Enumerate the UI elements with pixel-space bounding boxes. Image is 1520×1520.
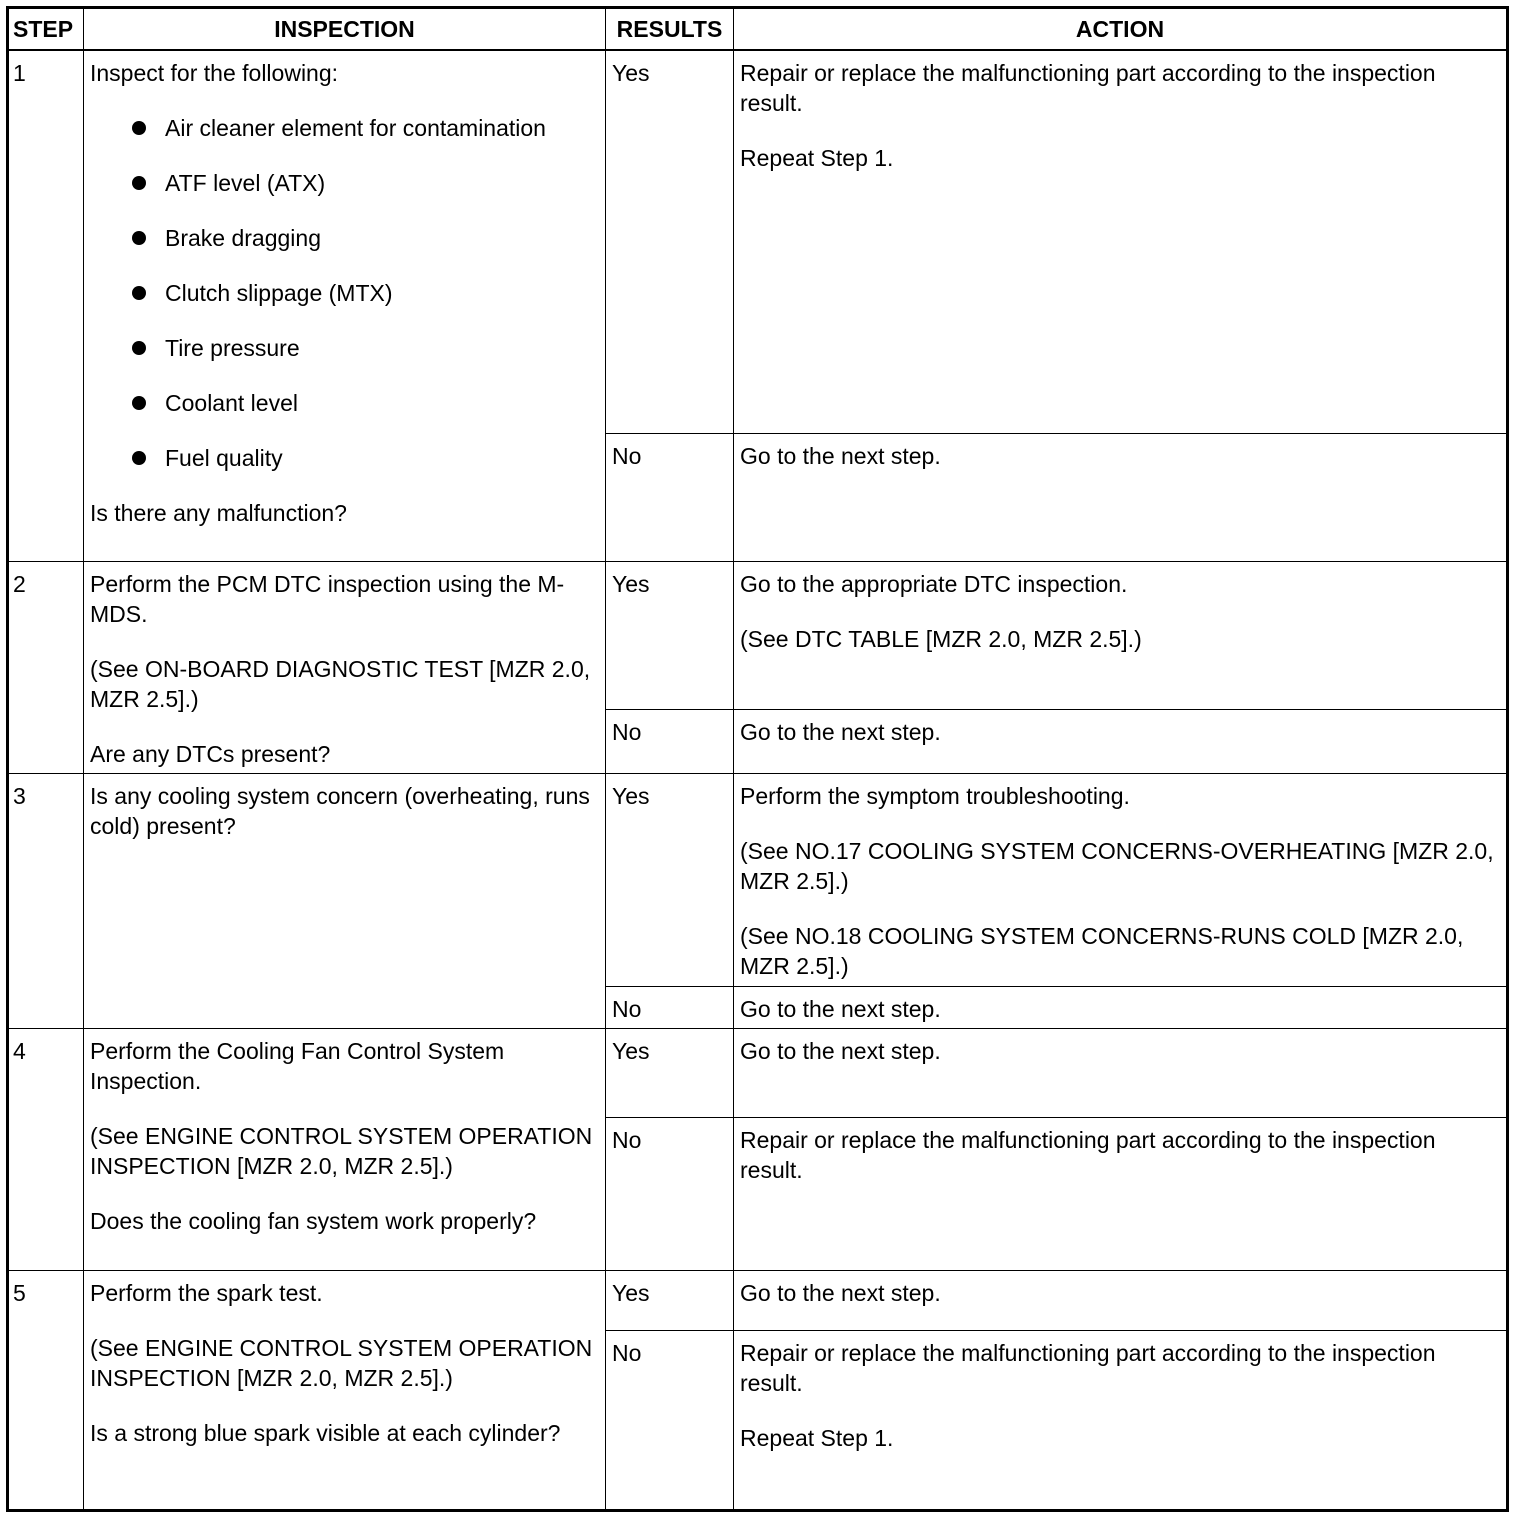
inspection-reference: (See ENGINE CONTROL SYSTEM OPERATION INSPECTION [MZR 2.0, MZR 2.5].) (90, 1334, 593, 1391)
action-yes (734, 1028, 1508, 1117)
result-yes: Yes (606, 562, 734, 710)
step-inspection (84, 50, 606, 562)
inspection-question: Does the cooling fan system work properly? (90, 1207, 537, 1234)
check-item: Coolant level (90, 388, 599, 418)
bullet-icon (132, 396, 146, 410)
bullet-icon (132, 121, 146, 135)
action-text: Go to the next step. (740, 719, 941, 746)
troubleshooting-table (6, 6, 1509, 1512)
step-3-yes-row (8, 774, 1508, 986)
inspection-question: Is there any malfunction? (90, 499, 347, 526)
action-text: Go to the next step. (740, 1279, 941, 1306)
action-no (734, 1330, 1508, 1510)
step-4-yes-row (8, 1028, 1508, 1117)
bullet-icon (132, 451, 146, 465)
step-number: 2 (8, 562, 84, 774)
result-yes: Yes (606, 1270, 734, 1330)
inspection-reference: (See ENGINE CONTROL SYSTEM OPERATION INSPECTION [MZR 2.0, MZR 2.5].) (90, 1122, 593, 1179)
action-yes (734, 1270, 1508, 1330)
check-item: ATF level (ATX) (90, 168, 599, 198)
inspection-text: Inspect for the following: (90, 59, 339, 86)
inspection-reference: (See ON-BOARD DIAGNOSTIC TEST [MZR 2.0, MZR 2.5].) (90, 656, 591, 713)
action-text: Go to the next step. (740, 443, 941, 470)
action-text: Repeat Step 1. (740, 1424, 894, 1451)
header-row (8, 8, 1508, 50)
bullet-icon (132, 286, 146, 300)
action-no (734, 434, 1508, 562)
step-1-yes-row (8, 50, 1508, 434)
step-2-yes-row (8, 562, 1508, 710)
action-yes (734, 562, 1508, 710)
action-text: Perform the symptom troubleshooting. (740, 783, 1130, 810)
action-text: Go to the appropriate DTC inspection. (740, 571, 1128, 598)
check-list (90, 113, 599, 473)
inspection-text: Perform the spark test. (90, 1279, 323, 1306)
bullet-icon (132, 176, 146, 190)
action-no (734, 710, 1508, 774)
action-yes (734, 50, 1508, 434)
step-number: 3 (8, 774, 84, 1028)
action-text: Repair or replace the malfunctioning part according to the inspection result. (740, 1339, 1436, 1396)
check-item: Fuel quality (90, 443, 599, 473)
header-inspection: INSPECTION (84, 8, 606, 50)
header-results: RESULTS (606, 8, 734, 50)
header-step: STEP (8, 8, 84, 50)
step-inspection (84, 774, 606, 1028)
step-number: 4 (8, 1028, 84, 1270)
action-no (734, 986, 1508, 1028)
result-no: No (606, 434, 734, 562)
inspection-question: Are any DTCs present? (90, 741, 331, 768)
inspection-text: Perform the Cooling Fan Control System Inspection. (90, 1037, 505, 1094)
step-5-yes-row (8, 1270, 1508, 1330)
step-inspection (84, 1028, 606, 1270)
action-text: Repair or replace the malfunctioning part according to the inspection result. (740, 59, 1436, 116)
inspection-question: Is a strong blue spark visible at each cylinder? (90, 1419, 561, 1446)
result-no: No (606, 986, 734, 1028)
check-item: Tire pressure (90, 333, 599, 363)
check-item: Air cleaner element for contamination (90, 113, 599, 143)
header-action: ACTION (734, 8, 1508, 50)
result-yes: Yes (606, 1028, 734, 1117)
result-no: No (606, 1330, 734, 1510)
inspection-question: Is any cooling system concern (overheating, runs cold) present? (90, 783, 590, 840)
action-reference: (See DTC TABLE [MZR 2.0, MZR 2.5].) (740, 626, 1142, 653)
step-inspection (84, 1270, 606, 1510)
check-item: Clutch slippage (MTX) (90, 278, 599, 308)
action-text: Go to the next step. (740, 1037, 941, 1064)
step-inspection (84, 562, 606, 774)
step-number: 5 (8, 1270, 84, 1510)
action-reference: (See NO.17 COOLING SYSTEM CONCERNS-OVERHEATING [MZR 2.0, MZR 2.5].) (740, 838, 1494, 895)
inspection-text: Perform the PCM DTC inspection using the M-MDS. (90, 571, 565, 628)
action-text: Go to the next step. (740, 995, 941, 1022)
action-text: Repeat Step 1. (740, 144, 894, 171)
action-text: Repair or replace the malfunctioning part according to the inspection result. (740, 1126, 1436, 1183)
check-item: Brake dragging (90, 223, 599, 253)
bullet-icon (132, 341, 146, 355)
bullet-icon (132, 231, 146, 245)
action-yes (734, 774, 1508, 986)
result-yes: Yes (606, 50, 734, 434)
action-reference: (See NO.18 COOLING SYSTEM CONCERNS-RUNS COLD [MZR 2.0, MZR 2.5].) (740, 923, 1464, 980)
step-number: 1 (8, 50, 84, 562)
action-no (734, 1117, 1508, 1270)
result-no: No (606, 1117, 734, 1270)
result-no: No (606, 710, 734, 774)
result-yes: Yes (606, 774, 734, 986)
